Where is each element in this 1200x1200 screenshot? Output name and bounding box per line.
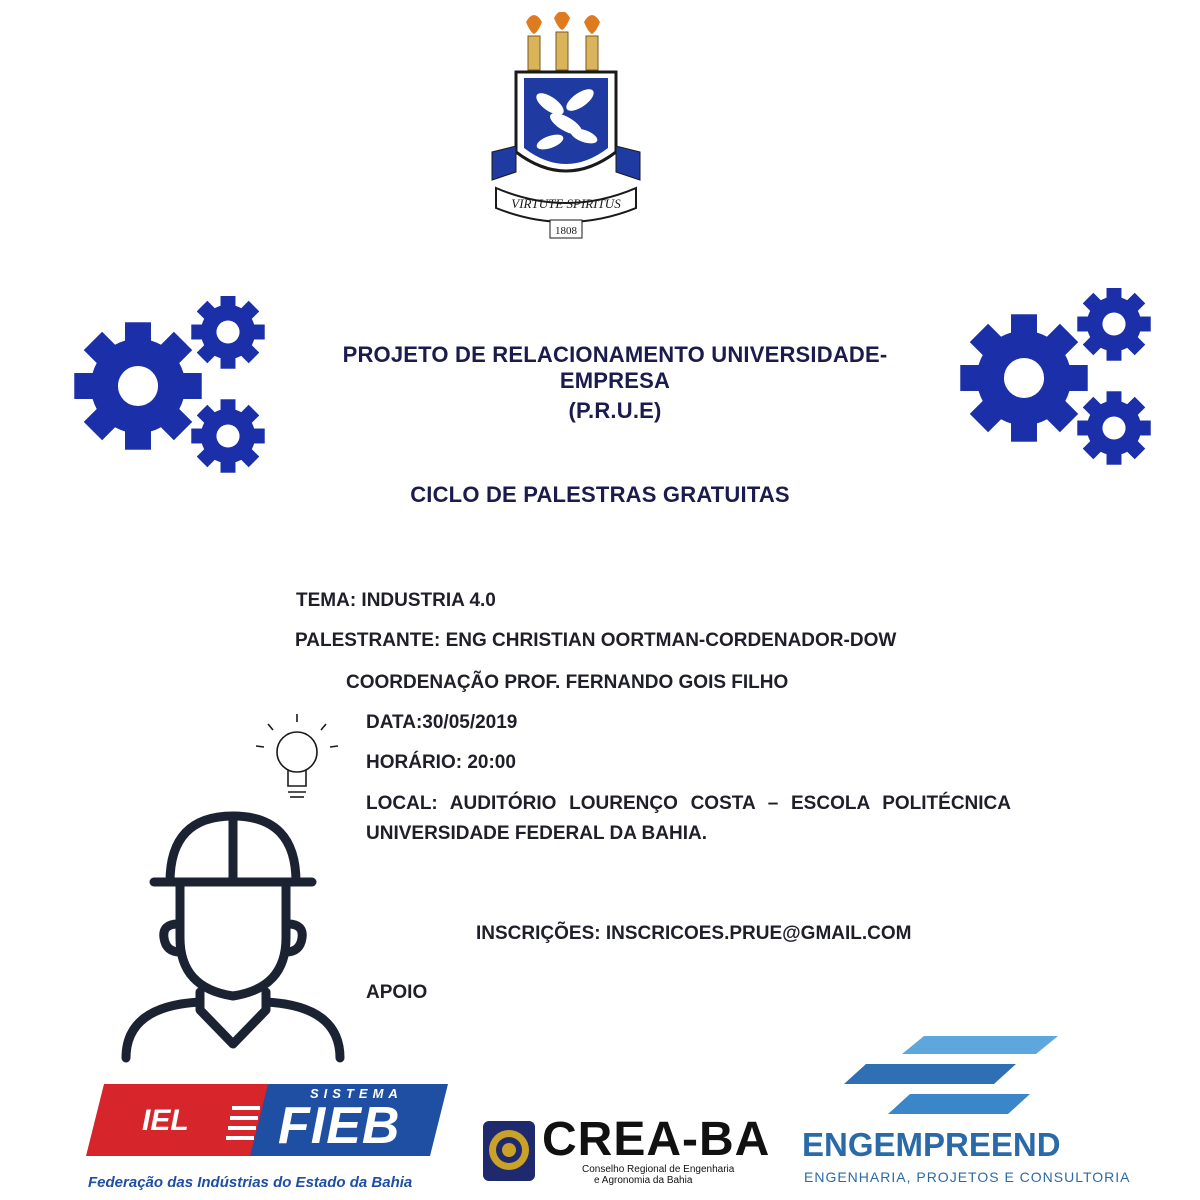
fieb-text: FIEB: [278, 1097, 401, 1155]
crea-emblem-icon: [482, 1120, 536, 1182]
project-title-line2: (P.R.U.E): [568, 398, 662, 423]
fieb-caption: Federação das Indústrias do Estado da Bahia: [88, 1174, 413, 1191]
project-title: [290, 342, 940, 424]
project-title-line1: PROJETO DE RELACIONAMENTO UNIVERSIDADE-EMPRESA: [342, 342, 888, 393]
crea-ba-logo: [482, 1113, 782, 1190]
gears-left-icon: [72, 296, 272, 476]
engempreend-logo: [802, 1032, 1131, 1190]
crea-caption-line1: Conselho Regional de Engenharia: [582, 1164, 735, 1175]
tema-text: TEMA: INDUSTRIA 4.0: [296, 590, 496, 611]
engempreend-caption: ENGENHARIA, PROJETOS E CONSULTORIA: [804, 1169, 1131, 1185]
local-text-line1: LOCAL: AUDITÓRIO LOURENÇO COSTA – ESCOLA POLITÉCNICA: [366, 793, 1011, 814]
iel-text: IEL: [142, 1104, 189, 1137]
torch-icon: [526, 12, 600, 70]
engempreend-text: ENGEMPREEND: [802, 1126, 1061, 1163]
coordenacao-text: COORDENAÇÃO PROF. FERNANDO GOIS FILHO: [346, 672, 789, 693]
crest-motto: VIRTUTE SPIRITUS: [511, 196, 621, 211]
crea-text: CREA-BA: [542, 1113, 771, 1166]
university-crest: [488, 12, 644, 252]
data-text: DATA:30/05/2019: [366, 712, 518, 733]
sistema-text: SISTEMA: [310, 1086, 403, 1101]
gears-right-icon: [958, 288, 1158, 468]
inscricoes-text: INSCRIÇÕES: INSCRICOES.PRUE@GMAIL.COM: [476, 923, 912, 944]
iel-fieb-logo: [82, 1080, 452, 1194]
crest-year: 1808: [555, 225, 577, 237]
lightbulb-icon: [252, 712, 342, 804]
worker-hardhat-icon: [118, 806, 348, 1068]
crea-caption-line2: e Agronomia da Bahia: [594, 1175, 693, 1186]
event-subtitle: CICLO DE PALESTRAS GRATUITAS: [410, 482, 790, 507]
horario-text: HORÁRIO: 20:00: [366, 752, 516, 773]
palestrante-text: PALESTRANTE: ENG CHRISTIAN OORTMAN-CORDENADOR-DOW: [295, 630, 897, 651]
apoio-label: APOIO: [366, 982, 428, 1003]
engempreend-mark-icon: [840, 1032, 1060, 1116]
local-text-line2: UNIVERSIDADE FEDERAL DA BAHIA.: [366, 823, 707, 844]
